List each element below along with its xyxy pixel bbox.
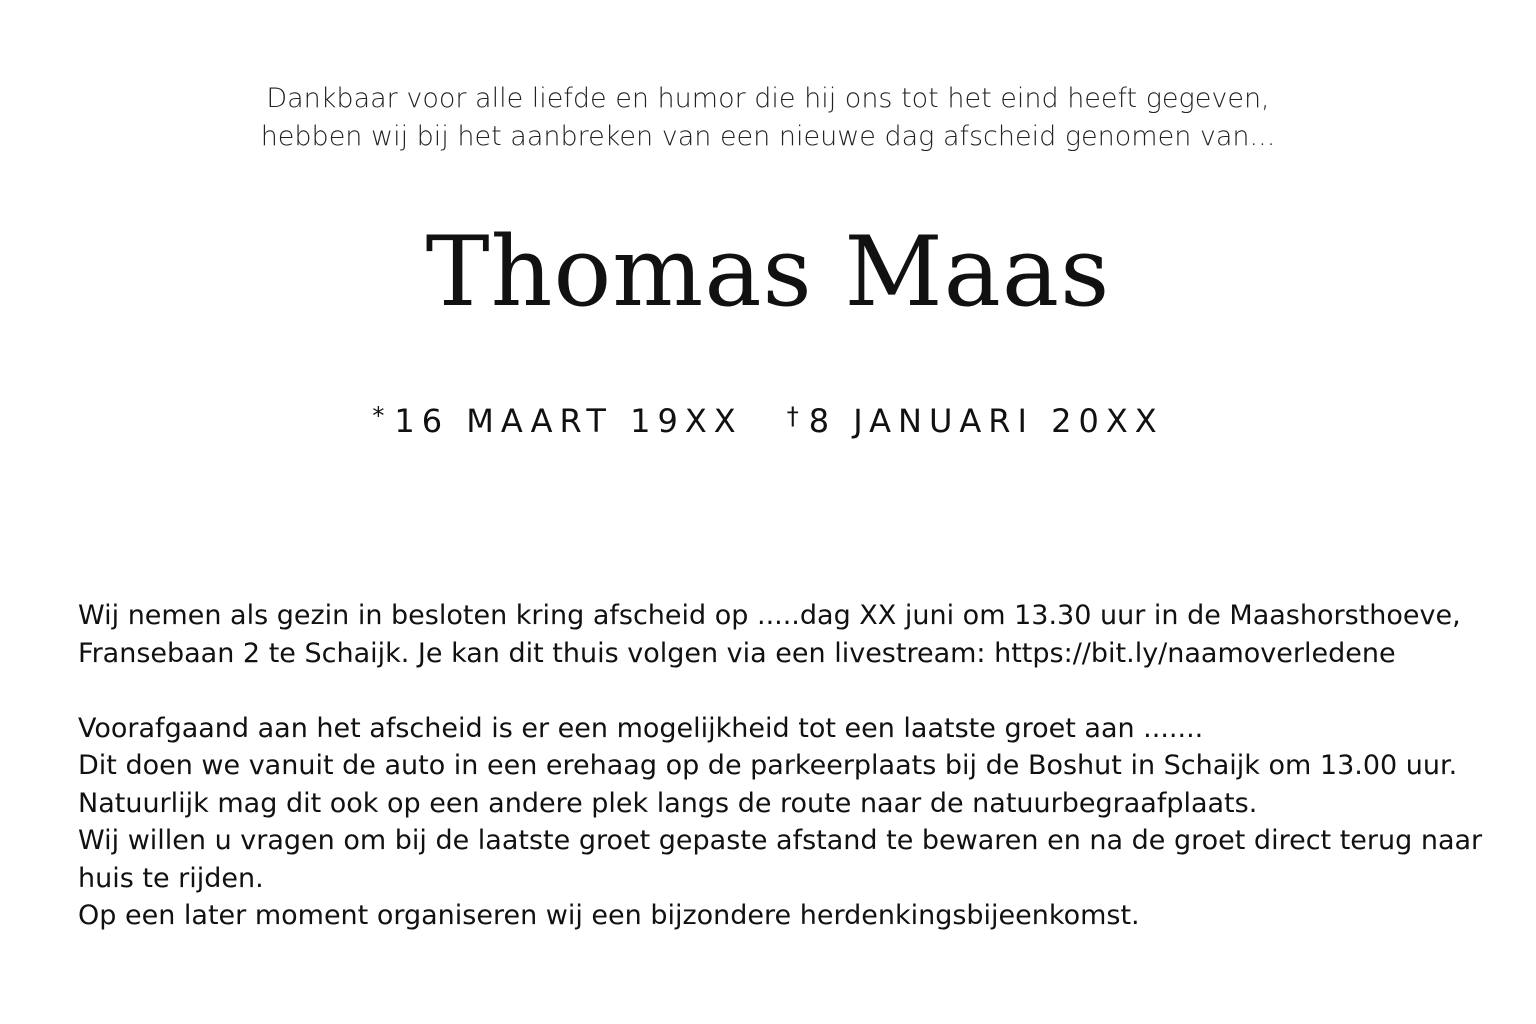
intro-line-2: hebben wij bij het aanbreken van een nieuwe dag afscheid genomen van... (260, 121, 1276, 152)
paragraph-spacer (78, 672, 1468, 710)
paragraph2-line-4: Wij willen u vragen om bij de laatste groet gepaste afstand te bewaren en na de groet direct terug naar (78, 825, 1483, 856)
death-cross-symbol: † (786, 402, 799, 430)
intro-line-1: Dankbaar voor alle liefde en humor die hij ons tot het eind heeft gegeven, (266, 83, 1270, 114)
paragraph1-line-1: Wij nemen als gezin in besloten kring afscheid op .....dag XX juni om 13.30 uur in de Maashorsthoeve, (78, 600, 1461, 631)
paragraph1-line-2: Fransebaan 2 te Schaijk. Je kan dit thuis volgen via een livestream: https://bit.ly/naamoverledene (78, 637, 1396, 669)
life-dates (0, 394, 1536, 443)
intro-text (0, 80, 1536, 156)
paragraph2-line-2: Dit doen we vanuit de auto in een erehaag op de parkeerplaats bij de Boshut in Schaijk om 13.00 uur. (78, 750, 1458, 781)
funeral-details (78, 597, 1483, 935)
paragraph2-line-3: Natuurlijk mag dit ook op een andere plek langs de route naar de natuurbegraafplaats. (78, 787, 1258, 819)
paragraph2-line-5: huis te rijden. (78, 862, 264, 894)
deceased-name: Thomas Maas (425, 216, 1111, 328)
birth-date: 16 MAART 19XX (394, 402, 743, 440)
birth-symbol: * (372, 402, 385, 430)
death-date: 8 JANUARI 20XX (808, 402, 1164, 440)
paragraph2-line-1: Voorafgaand aan het afscheid is er een mogelijkheid tot een laatste groet aan ....... (78, 712, 1204, 744)
paragraph2-line-6: Op een later moment organiseren wij een bijzondere herdenkingsbijeenkomst. (78, 900, 1140, 931)
